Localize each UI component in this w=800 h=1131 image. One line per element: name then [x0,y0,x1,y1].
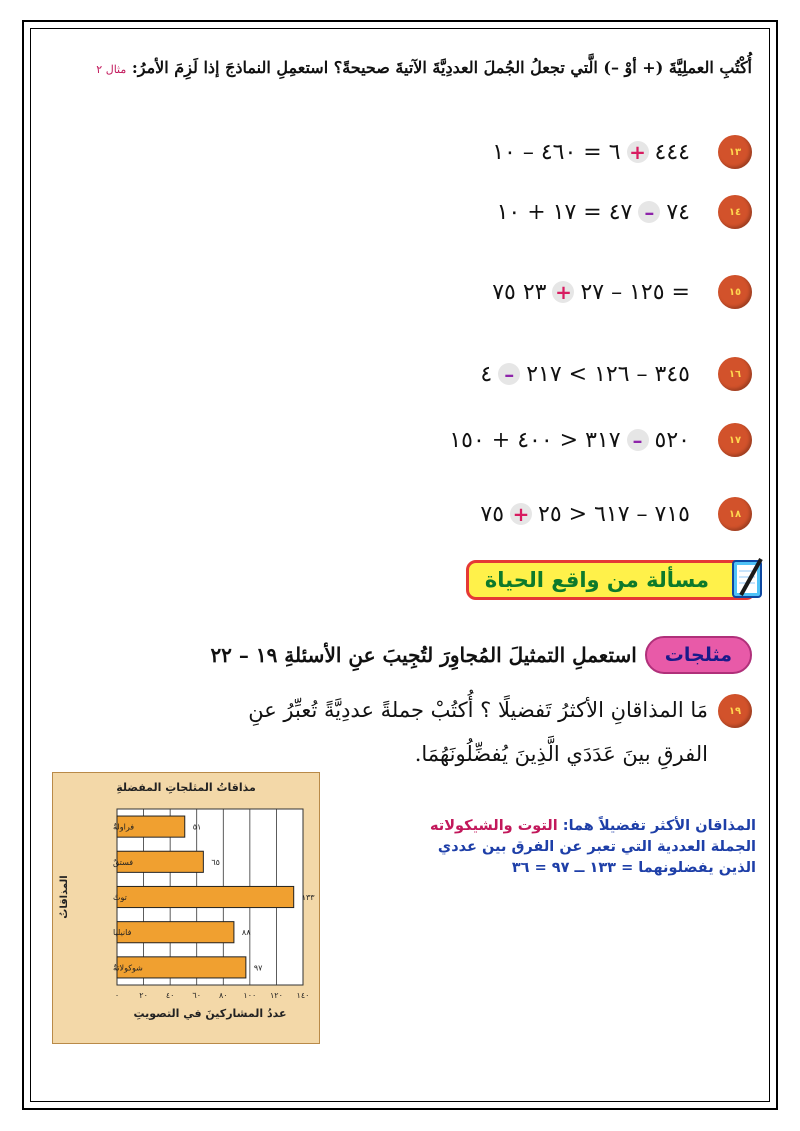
answer-line-3: الذين يفضلونهما = ١٣٣ ــ ٩٧ = ٣٦ [511,860,756,876]
x-tick-label: ٦٠ [192,991,202,1000]
ice-cream-flavors-chart [52,772,320,1044]
topic-header [210,636,752,674]
equation-left: ٧٤ [666,199,690,225]
equation-left: ٧١٥ – ٦١٧ < ٢٥ [538,501,690,527]
category-label: فراولةٌ [113,822,135,832]
exercise-15 [492,272,752,312]
exercise-14 [497,192,752,232]
question-line-2: الفرقِ بينَ عَدَدَي الَّذِينَ يُفضِّلُونَهُمَا. [414,742,708,766]
equation-right: ٤٧ = ١٧ + ١٠ [496,199,633,225]
exercise-number-badge: ١٣ [718,135,752,169]
equation-right: ٤ [480,361,493,387]
instruction [52,58,752,77]
x-axis-label: عددُ المشاركينَ في التصويتِ [133,1007,287,1020]
data-label: ١٣٣ [301,893,315,902]
chart-title: مذاقاتُ المثلجاتِ المفضلةِ [116,781,256,794]
equation-left: ١٢٥ – ٢٧ = [580,279,690,305]
answer-line-1: المذاقان الأكثر تفضيلاً هما: [562,818,756,834]
notebook-pencil-icon [731,557,767,601]
equation-right: ٢٣ ٧٥ [492,279,547,305]
equation [497,200,690,225]
data-label: ٥١ [192,822,202,832]
instruction-text: أُكْتُبِ العملِيَّةَ (+ أوْ –) الَّتي تجعلُ الجُملَ العددِيَّةَ الآتيةَ صحيحةً؟ استعمِلِ النماذجَ إذا لَزِمَ الأمرُ: [131,58,752,77]
banner-title: مسألة من واقع الحياة [484,568,709,592]
answer-highlight: التوت والشيكولاته [430,818,558,834]
equation-left: ٥٢٠ [654,427,690,453]
operator-circle: + [552,281,574,303]
category-label: توتٌ [113,893,127,902]
equation-right: ٣١٧ < ٤٠٠ + ١٥٠ [449,427,621,453]
category-label: فانيليا [113,928,132,938]
equation-left: ٣٤٥ – ١٢٦ > ٢١٧ [526,361,690,387]
operator-circle: + [510,503,532,525]
bar [117,886,294,907]
answer-text [330,816,756,879]
category-label: شوكولاتةٌ [113,963,143,973]
equation [492,280,690,305]
equation-left: ٤٤٤ [654,139,690,165]
instruction-reference: مثال ٢ [96,63,127,76]
equation [480,502,690,527]
x-tick-label: ٨٠ [218,991,228,1000]
x-tick-label: ١٤٠ [296,991,310,1000]
x-tick-label: ٤٠ [165,991,175,1000]
chart-svg [53,773,319,1043]
data-label: ٩٧ [253,963,263,973]
exercise-number-badge: ١٦ [718,357,752,391]
real-life-problem-banner [466,560,756,600]
answer-line-2: الجملة العددية التي تعبر عن الفرق بين عددي [437,839,756,855]
operator-circle: – [627,429,649,451]
equation [480,362,690,387]
x-tick-label: ١٢٠ [269,991,283,1000]
equation-right: ٦ = ٤٦٠ – ١٠ [492,139,621,165]
topic-instruction: استعملِ التمثيلَ المُجاوِرَ لتُجِيبَ عنِ الأسئلةِ ١٩ – ٢٢ [210,643,637,667]
topic-pill: مثلجات [645,636,752,674]
question-line-1: مَا المذاقانِ الأكثرُ تَفضيلًا ؟ أُكتُبْ جملةً عددِيَّةً تُعبِّرُ عنِ [248,698,708,722]
operator-circle: + [627,141,649,163]
exercise-number-badge: ١٤ [718,195,752,229]
data-label: ٨٨ [241,928,251,938]
question-19 [192,688,752,776]
equation [492,140,690,165]
operator-circle: – [638,201,660,223]
exercise-number-badge: ١٧ [718,423,752,457]
exercise-13 [492,132,752,172]
y-axis-label: المذاقاتُ [59,875,70,919]
x-tick-label: ١٠٠ [243,991,257,1000]
question-number-badge: ١٩ [718,694,752,728]
exercise-16 [480,354,752,394]
exercise-number-badge: ١٨ [718,497,752,531]
equation-right: ٧٥ [480,501,505,527]
x-tick-label: ٢٠ [139,991,148,1000]
exercise-number-badge: ١٥ [718,275,752,309]
x-tick-label: ٠ [114,991,120,1000]
exercise-17 [449,420,752,460]
exercise-18 [480,494,752,534]
category-label: فستقٌ [113,857,134,867]
operator-circle: – [498,363,520,385]
equation [449,428,690,453]
bar [117,922,234,943]
data-label: ٦٥ [211,857,220,867]
